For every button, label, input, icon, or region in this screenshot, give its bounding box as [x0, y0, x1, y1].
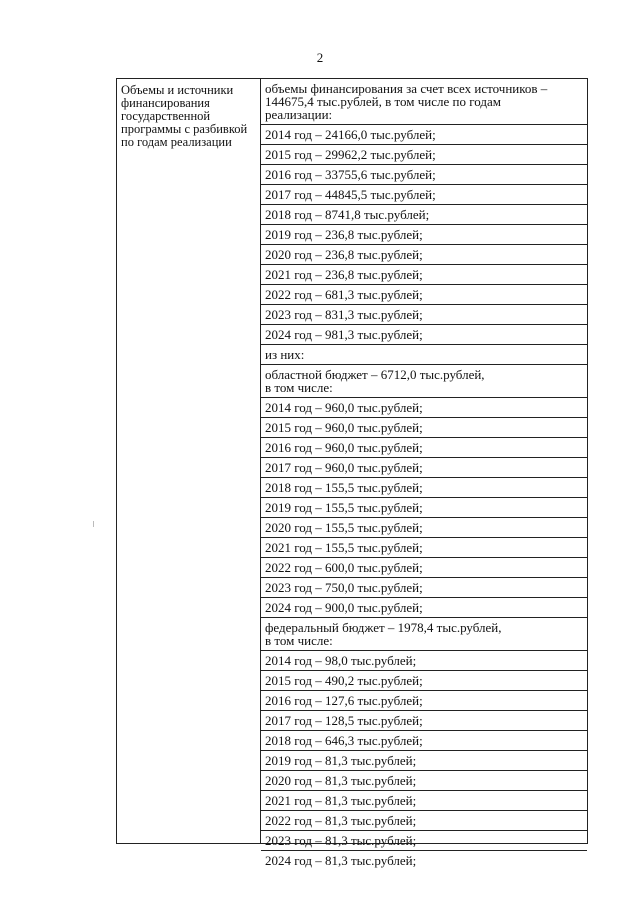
federal-year-row: 2018 год – 646,3 тыс.рублей;	[261, 731, 587, 751]
financing-values-cell	[261, 79, 587, 870]
of-them-row: из них:	[261, 345, 587, 365]
federal-year-row: 2017 год – 128,5 тыс.рублей;	[261, 711, 587, 731]
row-label-cell	[121, 84, 257, 149]
total-year-row: 2015 год – 29962,2 тыс.рублей;	[261, 145, 587, 165]
intro-line: в том числе:	[265, 380, 333, 395]
intro-line: реализации:	[265, 107, 333, 122]
label-line: программы с разбивкой	[121, 122, 248, 136]
label-line: по годам реализации	[121, 135, 232, 149]
total-year-row: 2022 год – 681,3 тыс.рублей;	[261, 285, 587, 305]
total-year-row: 2020 год – 236,8 тыс.рублей;	[261, 245, 587, 265]
label-line: государственной	[121, 109, 211, 123]
regional-year-row: 2024 год – 900,0 тыс.рублей;	[261, 598, 587, 618]
regional-year-row: 2015 год – 960,0 тыс.рублей;	[261, 418, 587, 438]
intro-line: федеральный бюджет – 1978,4 тыс.рублей,	[265, 620, 502, 635]
regional-year-row: 2014 год – 960,0 тыс.рублей;	[261, 398, 587, 418]
federal-year-row: 2021 год – 81,3 тыс.рублей;	[261, 791, 587, 811]
regional-year-row: 2021 год – 155,5 тыс.рублей;	[261, 538, 587, 558]
federal-year-row: 2020 год – 81,3 тыс.рублей;	[261, 771, 587, 791]
total-financing-intro	[261, 79, 587, 125]
total-year-row: 2017 год – 44845,5 тыс.рублей;	[261, 185, 587, 205]
regional-year-row: 2022 год – 600,0 тыс.рублей;	[261, 558, 587, 578]
federal-year-row: 2019 год – 81,3 тыс.рублей;	[261, 751, 587, 771]
federal-year-row: 2023 год – 81,3 тыс.рублей;	[261, 831, 587, 851]
total-year-row: 2023 год – 831,3 тыс.рублей;	[261, 305, 587, 325]
intro-line: областной бюджет – 6712,0 тыс.рублей,	[265, 367, 485, 382]
intro-line: в том числе:	[265, 633, 333, 648]
regional-year-row: 2017 год – 960,0 тыс.рублей;	[261, 458, 587, 478]
federal-year-row: 2014 год – 98,0 тыс.рублей;	[261, 651, 587, 671]
total-year-row: 2019 год – 236,8 тыс.рублей;	[261, 225, 587, 245]
regional-year-row: 2020 год – 155,5 тыс.рублей;	[261, 518, 587, 538]
total-year-row: 2018 год – 8741,8 тыс.рублей;	[261, 205, 587, 225]
federal-year-row: 2015 год – 490,2 тыс.рублей;	[261, 671, 587, 691]
page-number: 2	[316, 50, 324, 65]
federal-budget-intro	[261, 618, 587, 651]
regional-year-row: 2018 год – 155,5 тыс.рублей;	[261, 478, 587, 498]
regional-year-row: 2019 год – 155,5 тыс.рублей;	[261, 498, 587, 518]
total-year-row: 2014 год – 24166,0 тыс.рублей;	[261, 125, 587, 145]
label-line: финансирования	[121, 96, 210, 110]
federal-year-row: 2022 год – 81,3 тыс.рублей;	[261, 811, 587, 831]
scan-artifact	[93, 521, 94, 527]
label-line: Объемы и источники	[121, 83, 234, 97]
total-year-row: 2016 год – 33755,6 тыс.рублей;	[261, 165, 587, 185]
financing-table	[116, 78, 588, 868]
intro-line: 144675,4 тыс.рублей, в том числе по годам	[265, 94, 501, 109]
total-year-row: 2024 год – 981,3 тыс.рублей;	[261, 325, 587, 345]
regional-year-row: 2016 год – 960,0 тыс.рублей;	[261, 438, 587, 458]
regional-budget-intro	[261, 365, 587, 398]
total-year-row: 2021 год – 236,8 тыс.рублей;	[261, 265, 587, 285]
regional-year-row: 2023 год – 750,0 тыс.рублей;	[261, 578, 587, 598]
federal-year-row: 2024 год – 81,3 тыс.рублей;	[265, 853, 417, 868]
federal-year-row: 2016 год – 127,6 тыс.рублей;	[261, 691, 587, 711]
intro-line: объемы финансирования за счет всех источников –	[265, 81, 548, 96]
